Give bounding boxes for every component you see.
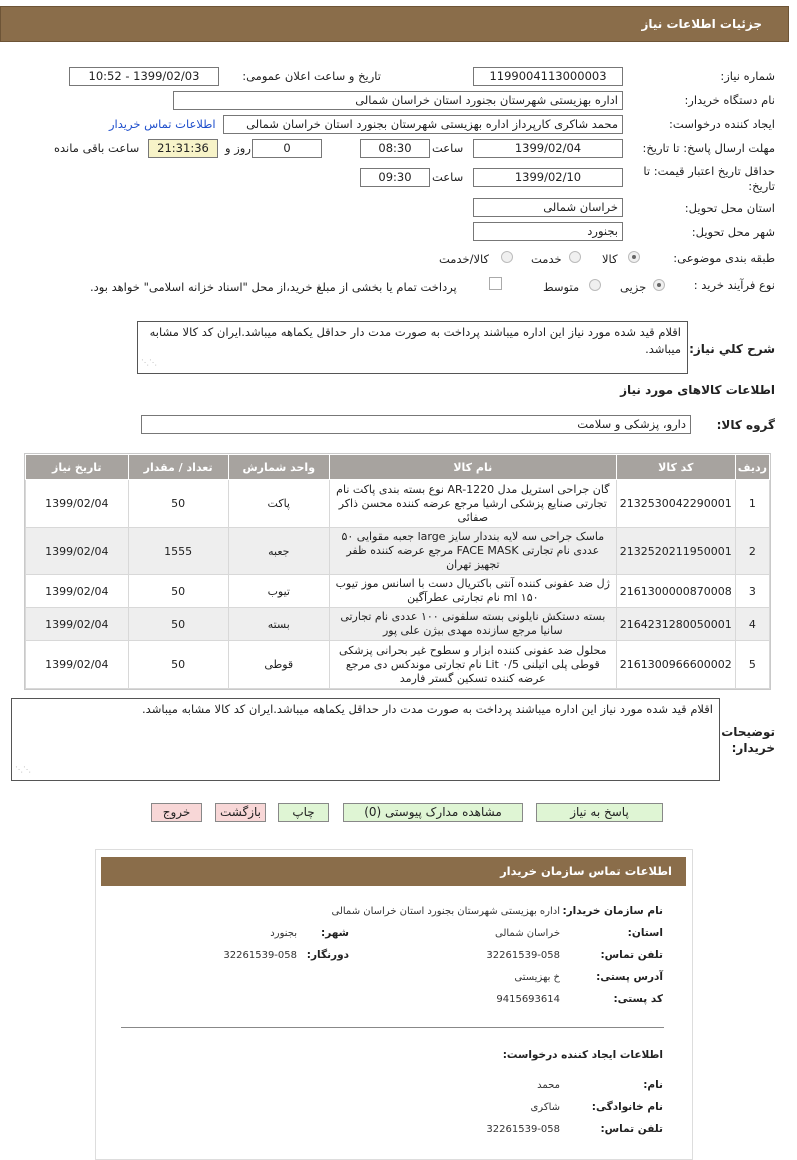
goods-section-title: اطلاعات کالاهای مورد نیاز	[620, 383, 775, 397]
resize-grip-icon[interactable]: ⋰⋰	[141, 358, 157, 367]
cell-unit: جعبه	[228, 528, 329, 575]
table-row	[26, 641, 770, 689]
contact-fax-value: 32261539-058	[223, 950, 297, 961]
remaining-time-field: 21:31:36	[148, 139, 218, 158]
cell-unit: تیوب	[228, 575, 329, 608]
deadline-time-field: 08:30	[360, 139, 430, 158]
cell-date: 1399/02/04	[26, 641, 129, 689]
cell-name: ماسک جراحی سه لایه بنددار سایز large جعبه مقوایی ۵۰ عددی نام تجارتی FACE MASK مرجع عرضه کننده ظفر تجهیز تهران	[329, 528, 616, 575]
creator-family-value: شاکری	[530, 1102, 560, 1113]
cell-code: 2132520211950001	[616, 528, 735, 575]
cell-date: 1399/02/04	[26, 480, 129, 528]
col-qty: تعداد / مقدار	[128, 455, 228, 480]
cell-unit: قوطی	[228, 641, 329, 689]
validity-date-field: 1399/02/10	[473, 168, 623, 187]
contact-divider	[121, 1027, 664, 1028]
creator-info-title: اطلاعات ایجاد کننده درخواست:	[502, 1049, 663, 1061]
province-field: خراسان شمالی	[473, 198, 623, 217]
cell-code: 2161300966600002	[616, 641, 735, 689]
org-label: نام سازمان خریدار:	[562, 905, 663, 917]
category-both-label: کالا/خدمت	[439, 252, 490, 266]
table-row	[26, 608, 770, 641]
table-row	[26, 528, 770, 575]
cell-code: 2164231280050001	[616, 608, 735, 641]
contact-card	[95, 849, 693, 1160]
buyer-notes-label: توضیحات خریدار:	[721, 725, 775, 755]
creator-name-label: نام:	[643, 1079, 663, 1091]
cell-date: 1399/02/04	[26, 608, 129, 641]
buyer-field: اداره بهزیستی شهرستان بجنورد استان خراسان شمالی	[173, 91, 623, 110]
contact-fax-label: دورنگار:	[306, 949, 349, 961]
col-unit: واحد شمارش	[228, 455, 329, 480]
cell-qty: 50	[128, 480, 228, 528]
days-label: روز و	[225, 141, 251, 155]
remaining-label: ساعت باقی مانده	[54, 141, 140, 155]
cell-qty: 1555	[128, 528, 228, 575]
process-medium-label: متوسط	[543, 280, 580, 294]
summary-text: اقلام قید شده مورد نیاز این اداره میباشند پرداخت به صورت مدت دار حداقل یکماهه میباشد.ایران کد کالا مشابه میباشد.	[149, 325, 681, 356]
page-title: جزئیات اطلاعات نیاز	[641, 17, 762, 31]
days-field: 0	[252, 139, 322, 158]
cell-name: بسته دستکش نایلونی بسته سلفونی ۱۰۰ عددی نام تجارتی سانیا مرجع سازنده مهدی بیژن علی پور	[329, 608, 616, 641]
col-index: ردیف	[735, 455, 769, 480]
cell-index: 3	[735, 575, 769, 608]
cell-date: 1399/02/04	[26, 575, 129, 608]
creator-phone-label: تلفن تماس:	[600, 1123, 663, 1135]
process-medium-radio[interactable]	[589, 279, 601, 291]
contact-city-value: بجنورد	[270, 928, 297, 939]
goods-table	[25, 454, 770, 689]
cell-date: 1399/02/04	[26, 528, 129, 575]
print-button[interactable]: چاپ	[278, 803, 329, 822]
view-attachments-button[interactable]: مشاهده مدارک پیوستی (0)	[343, 803, 523, 822]
contact-province-value: خراسان شمالی	[494, 928, 560, 939]
validity-time-label: ساعت	[432, 170, 464, 184]
category-goods-label: کالا	[602, 252, 618, 266]
cell-qty: 50	[128, 608, 228, 641]
buyer-contact-link[interactable]: اطلاعات تماس خریدار	[109, 117, 216, 131]
category-service-radio[interactable]	[569, 251, 581, 263]
contact-address-value: خ بهزیستی	[514, 972, 560, 983]
cell-qty: 50	[128, 641, 228, 689]
deadline-date-field: 1399/02/04	[473, 139, 623, 158]
cell-unit: بسته	[228, 608, 329, 641]
cell-index: 4	[735, 608, 769, 641]
need-number-field: 1199004113000003	[473, 67, 623, 86]
creator-phone-value: 32261539-058	[486, 1124, 560, 1135]
category-goods-radio[interactable]	[628, 251, 640, 263]
process-label: نوع فرآیند خرید :	[693, 278, 775, 292]
treasury-checkbox[interactable]	[489, 277, 502, 290]
province-label: استان محل تحویل:	[684, 201, 775, 215]
process-partial-label: جزیی	[620, 280, 647, 294]
creator-family-label: نام خانوادگی:	[591, 1101, 663, 1113]
category-both-radio[interactable]	[501, 251, 513, 263]
announce-field: 1399/02/03 - 10:52	[69, 67, 219, 86]
goods-group-field: دارو، پزشکی و سلامت	[141, 415, 691, 434]
validity-label: حداقل تاریخ اعتبار قیمت: تا تاریخ:	[643, 164, 775, 193]
col-date: تاریخ نیاز	[26, 455, 129, 480]
contact-phone-value: 32261539-058	[486, 950, 560, 961]
city-field: بجنورد	[473, 222, 623, 241]
org-value: اداره بهزیستی شهرستان بجنورد استان خراسان شمالی	[331, 906, 560, 917]
creator-field: محمد شاکری کارپرداز اداره بهزیستی شهرستان بجنورد استان خراسان شمالی	[223, 115, 623, 134]
back-button[interactable]: بازگشت	[215, 803, 266, 822]
cell-name: محلول ضد عفونی کننده ابزار و سطوح غیر بحرانی پزشکی قوطی پلی اتیلنی Lit ۰/5 نام تجارتی موندکس دی مرجع عرضه کننده تسکین گستر فارمد	[329, 641, 616, 689]
city-label: شهر محل تحویل:	[691, 225, 775, 239]
summary-textarea[interactable]	[137, 321, 688, 374]
contact-postal-label: کد پستی:	[613, 993, 663, 1005]
exit-button[interactable]: خروج	[151, 803, 202, 822]
cell-index: 1	[735, 480, 769, 528]
cell-index: 5	[735, 641, 769, 689]
creator-label: ایجاد کننده درخواست:	[669, 117, 775, 131]
summary-label: شرح کلي نياز:	[689, 342, 775, 356]
cell-index: 2	[735, 528, 769, 575]
contact-phone-label: تلفن تماس:	[600, 949, 663, 961]
contact-address-label: آدرس پستی:	[596, 971, 663, 983]
contact-postal-value: 9415693614	[496, 994, 560, 1005]
table-row	[26, 575, 770, 608]
buyer-notes-textarea[interactable]	[11, 698, 720, 781]
cell-code: 2132530042290001	[616, 480, 735, 528]
contact-card-header	[101, 857, 686, 886]
contact-city-label: شهر:	[321, 927, 349, 939]
category-service-label: خدمت	[531, 252, 562, 266]
cell-name: گان جراحی استریل مدل AR-1220 نوع بسته بندی پاکت نام تجارتی صنایع پزشکی ارشیا مرجع عرضه کننده محسن ذاکر صفائی	[329, 480, 616, 528]
deadline-label: مهلت ارسال پاسخ: تا تاریخ:	[642, 141, 775, 155]
treasury-note: پرداخت تمام یا بخشی از مبلغ خرید،از محل "اسناد خزانه اسلامی" خواهد بود.	[90, 280, 457, 294]
process-partial-radio[interactable]	[653, 279, 665, 291]
cell-code: 2161300000870008	[616, 575, 735, 608]
table-row	[26, 480, 770, 528]
col-code: کد کالا	[616, 455, 735, 480]
contact-card-title: اطلاعات تماس سازمان خریدار	[500, 864, 672, 878]
buyer-label: نام دستگاه خریدار:	[684, 93, 775, 107]
page-header	[0, 6, 789, 42]
goods-group-label: گروه کالا:	[716, 418, 775, 432]
resize-grip-icon[interactable]: ⋰⋰	[15, 765, 31, 774]
cell-qty: 50	[128, 575, 228, 608]
col-name: نام کالا	[329, 455, 616, 480]
creator-name-value: محمد	[537, 1080, 560, 1091]
category-label: طبقه بندی موضوعی:	[673, 251, 775, 265]
cell-unit: پاکت	[228, 480, 329, 528]
reply-button[interactable]: پاسخ به نیاز	[536, 803, 663, 822]
announce-label: تاریخ و ساعت اعلان عمومی:	[242, 69, 381, 83]
buyer-notes-text: اقلام قید شده مورد نیاز این اداره میباشند پرداخت به صورت مدت دار حداقل یکماهه میباشد.ایران کد کالا مشابه میباشد.	[142, 702, 713, 716]
need-number-label: شماره نیاز:	[720, 69, 775, 83]
cell-name: ژل ضد عفونی کننده آنتی باکتریال دست با اسانس موز تیوب ۱۵۰ ml نام تجارتی عطرآگین	[329, 575, 616, 608]
validity-time-field: 09:30	[360, 168, 430, 187]
deadline-time-label: ساعت	[432, 141, 464, 155]
contact-province-label: استان:	[627, 927, 663, 939]
